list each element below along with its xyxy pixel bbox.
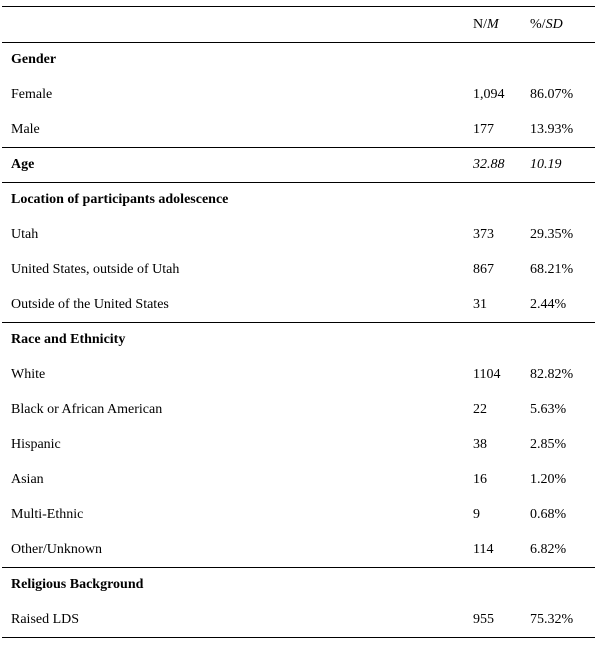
header-p-italic: SD xyxy=(545,16,563,32)
table-row xyxy=(2,358,595,393)
row-label: Location of participants adolescence xyxy=(11,192,229,208)
row-p xyxy=(530,323,595,358)
row-n: 177 xyxy=(473,121,494,137)
table-row xyxy=(2,113,595,148)
section-row-location xyxy=(2,183,595,218)
row-label: Race and Ethnicity xyxy=(11,332,126,348)
table-row xyxy=(2,218,595,253)
row-n: 38 xyxy=(473,437,487,452)
table-row xyxy=(2,463,595,498)
section-row-race-ethnicity xyxy=(2,323,595,358)
row-n xyxy=(473,323,530,358)
header-n-italic: M xyxy=(487,16,499,32)
row-n xyxy=(473,183,530,218)
row-p: 5.63% xyxy=(530,402,567,417)
row-label: White xyxy=(11,367,46,382)
header-p-cell xyxy=(530,7,595,43)
table-header-row xyxy=(2,7,595,43)
section-row-age xyxy=(2,148,595,183)
row-label: Raised LDS xyxy=(2,603,473,638)
section-row-gender xyxy=(2,43,595,78)
row-p: 10.19 xyxy=(530,148,595,183)
row-label: United States, outside of Utah xyxy=(11,262,180,277)
row-n: 114 xyxy=(473,533,530,568)
table-row xyxy=(2,253,595,288)
table-row xyxy=(2,603,595,638)
row-label: Male xyxy=(11,121,40,137)
row-n: 32.88 xyxy=(473,148,530,183)
header-n-prefix: N/ xyxy=(473,16,487,32)
row-p: 82.82% xyxy=(530,367,574,382)
row-label: Outside of the United States xyxy=(2,288,473,323)
row-n: 1,094 xyxy=(473,87,505,102)
row-label: Gender xyxy=(11,52,57,68)
row-p: 68.21% xyxy=(530,262,574,277)
row-n xyxy=(473,568,530,603)
header-p-prefix: %/ xyxy=(530,16,546,32)
table-row xyxy=(2,428,595,463)
row-n: 16 xyxy=(473,472,487,487)
table-row xyxy=(2,288,595,323)
header-label-cell xyxy=(2,7,473,43)
section-row-religious-background xyxy=(2,568,595,603)
row-n: 1104 xyxy=(473,367,501,382)
row-label: Religious Background xyxy=(11,577,144,593)
row-label: Multi-Ethnic xyxy=(11,507,84,522)
row-p: 6.82% xyxy=(530,533,595,568)
header-n-cell xyxy=(473,7,530,43)
row-label: Age xyxy=(2,148,473,183)
row-n: 22 xyxy=(473,402,487,417)
row-p: 2.44% xyxy=(530,288,595,323)
row-label: Black or African American xyxy=(11,402,163,417)
row-p: 1.20% xyxy=(530,472,567,487)
row-n: 955 xyxy=(473,603,530,638)
row-p: 13.93% xyxy=(530,121,574,137)
row-p xyxy=(530,568,595,603)
row-n: 31 xyxy=(473,288,530,323)
row-p: 29.35% xyxy=(530,227,574,242)
row-p: 2.85% xyxy=(530,437,567,452)
row-p: 86.07% xyxy=(530,87,574,102)
row-label: Utah xyxy=(11,227,39,242)
row-p: 0.68% xyxy=(530,507,567,522)
row-n: 867 xyxy=(473,262,494,277)
table-row xyxy=(2,498,595,533)
row-label: Hispanic xyxy=(11,437,61,452)
demographics-table xyxy=(2,6,595,638)
row-p xyxy=(530,43,595,78)
row-n: 9 xyxy=(473,507,480,522)
row-label: Asian xyxy=(11,472,44,487)
row-n: 373 xyxy=(473,227,494,242)
row-label: Other/Unknown xyxy=(2,533,473,568)
table-row xyxy=(2,78,595,113)
row-p: 75.32% xyxy=(530,603,595,638)
table-row xyxy=(2,393,595,428)
table-row xyxy=(2,533,595,568)
row-n xyxy=(473,43,530,78)
row-p xyxy=(530,183,595,218)
row-label: Female xyxy=(11,87,53,102)
